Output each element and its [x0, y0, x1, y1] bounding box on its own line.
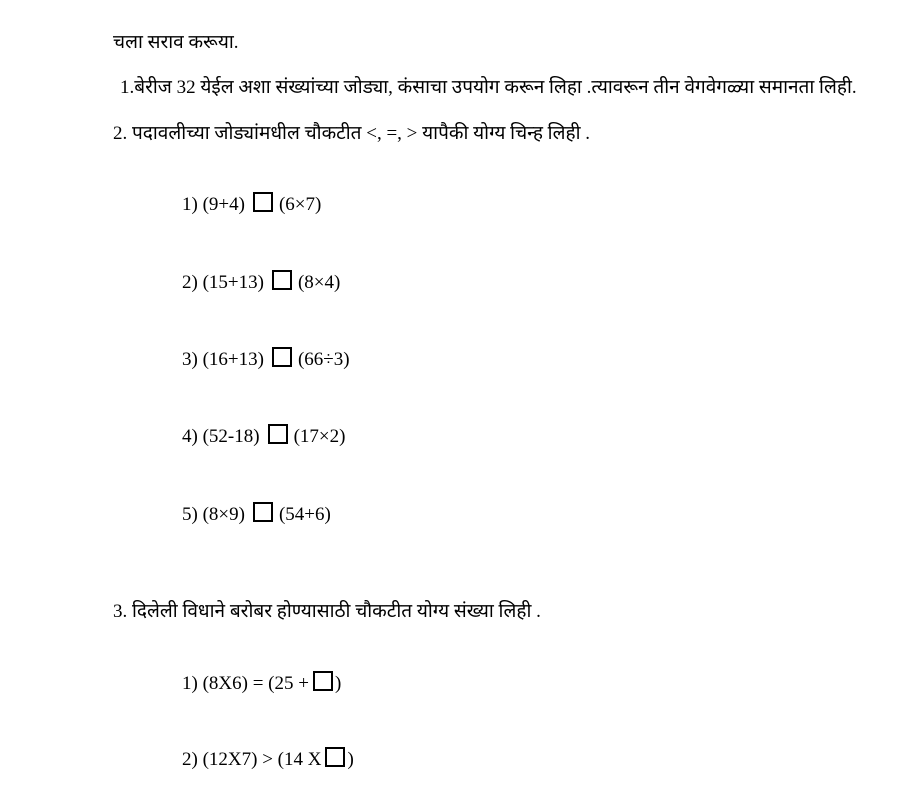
worksheet-heading: चला सराव करूया. [113, 32, 239, 53]
q2-item-5-left: 5) (8×9) [182, 504, 245, 525]
answer-box[interactable] [253, 192, 273, 212]
q3-item-1 [182, 672, 341, 696]
q2-item-4 [182, 425, 345, 449]
q2-item-1-right: (6×7) [278, 194, 322, 215]
q3-item-2-left: 2) (12X7) > (14 X [182, 749, 322, 770]
question-3-text: 3. दिलेली विधाने बरोबर होण्यासाठी चौकटीत योग्य संख्या लिही . [113, 601, 541, 622]
q2-item-3 [182, 348, 350, 372]
question-1-text: 1.बेरीज 32 येईल अशा संख्यांच्या जोड्या, कंसाचा उपयोग करून लिहा .त्यावरून तीन वेगवेगळ्या समानता लिही. [120, 77, 857, 98]
answer-box[interactable] [268, 424, 288, 444]
q2-item-4-left: 4) (52-18) [182, 426, 260, 447]
q3-item-2-right: ) [347, 749, 354, 770]
q3-item-2 [182, 748, 354, 772]
answer-box[interactable] [272, 347, 292, 367]
q2-item-2-right: (8×4) [297, 272, 341, 293]
answer-box[interactable] [313, 671, 333, 691]
q2-item-3-right: (66÷3) [297, 349, 350, 370]
q2-item-1-left: 1) (9+4) [182, 194, 245, 215]
q2-item-3-left: 3) (16+13) [182, 349, 264, 370]
q3-item-1-left: 1) (8X6) = (25 + [182, 673, 309, 694]
q2-item-2 [182, 271, 340, 295]
answer-box[interactable] [325, 747, 345, 767]
question-2-text: 2. पदावलीच्या जोड्यांमधील चौकटीत <, =, > यापैकी योग्य चिन्ह लिही . [113, 123, 590, 144]
q2-item-1 [182, 193, 321, 217]
answer-box[interactable] [253, 502, 273, 522]
q2-item-5-right: (54+6) [278, 504, 331, 525]
answer-box[interactable] [272, 270, 292, 290]
q2-item-5 [182, 503, 331, 527]
q3-item-1-right: ) [334, 673, 342, 694]
q2-item-4-right: (17×2) [293, 426, 346, 447]
q2-item-2-left: 2) (15+13) [182, 272, 264, 293]
